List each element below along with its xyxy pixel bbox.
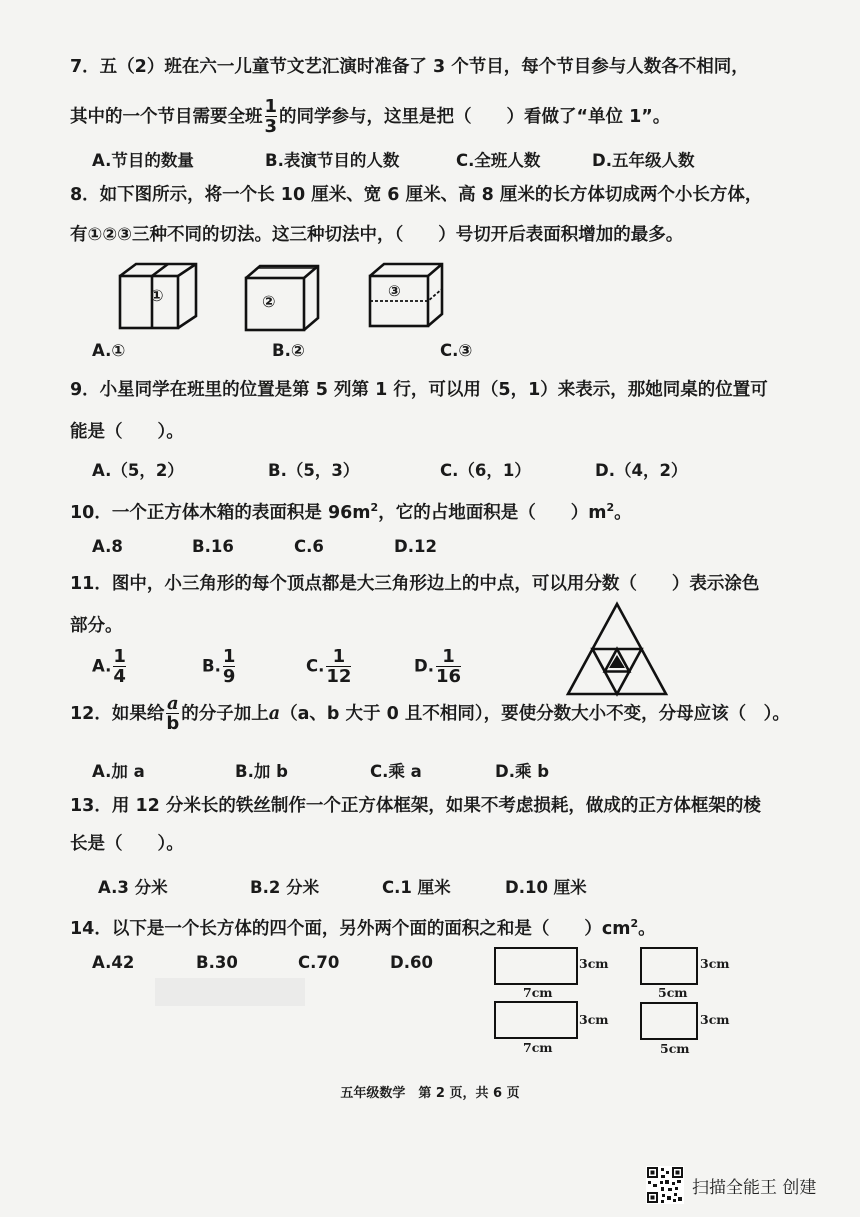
- question-8-line-1: 8．如下图所示，将一个长 10 厘米、宽 6 厘米、高 8 厘米的长方体切成两个小长方体，: [70, 185, 763, 205]
- q13-option-d[interactable]: D.10 厘米: [505, 878, 587, 897]
- face-rect-2-width: 5cm: [658, 985, 688, 1000]
- q13-option-a[interactable]: A.3 分米: [98, 878, 168, 897]
- q13-option-b[interactable]: B.2 分米: [250, 878, 320, 897]
- q12-frac-num: a: [166, 693, 179, 714]
- q10-option-c[interactable]: C.6: [294, 537, 324, 556]
- q10-text-c: 。: [614, 502, 632, 523]
- q11-d-den: 16: [435, 666, 462, 687]
- q12-fraction: [166, 695, 179, 733]
- q10-sup-2: 2: [606, 501, 615, 514]
- question-12: [70, 693, 790, 734]
- q11-option-d[interactable]: [414, 648, 463, 686]
- q12-text-c: （a、b 大于 0 且不相同），要使分数大小不变，分母应该（ ）。: [280, 704, 790, 724]
- q14-option-b[interactable]: B.30: [196, 953, 238, 972]
- q12-option-c[interactable]: C.乘 a: [370, 762, 422, 781]
- face-rect-2: [640, 947, 698, 985]
- question-7-line-1: 7．五（2）班在六一儿童节文艺汇演时准备了 3 个节目，每个节目参与人数各不相同，: [70, 57, 749, 77]
- q7-text-a: 其中的一个节目需要全班: [70, 107, 263, 127]
- box-label-2: ②: [262, 292, 276, 311]
- q10-option-b[interactable]: B.16: [192, 537, 234, 556]
- face-rect-3-height: 3cm: [579, 1012, 609, 1027]
- q11-option-c-letter: C.: [306, 656, 325, 676]
- question-7-line-2: [70, 98, 760, 136]
- face-rect-3: [494, 1001, 578, 1039]
- q10-sup-1: 2: [370, 501, 379, 514]
- question-10: [70, 494, 760, 527]
- q11-option-a-letter: A.: [92, 656, 112, 676]
- q12-option-d[interactable]: D.乘 b: [495, 762, 550, 781]
- q12-var-a: a: [268, 704, 281, 724]
- q11-c-num: 1: [332, 646, 346, 667]
- q9-option-d[interactable]: D.（4，2）: [595, 461, 688, 480]
- q7-fraction: [265, 98, 278, 136]
- triangle-figure: [562, 600, 672, 700]
- q11-option-d-fraction: [436, 648, 461, 686]
- q11-option-b-fraction: [223, 648, 236, 686]
- q7-text-b: 的同学参与，这里是把（ ）看做了“单位 1”。: [279, 107, 671, 127]
- q14-option-a[interactable]: A.42: [92, 953, 135, 972]
- q8-option-c[interactable]: C.③: [440, 341, 473, 360]
- q8-option-a[interactable]: A.①: [92, 341, 126, 360]
- q7-option-b[interactable]: B.表演节目的人数: [265, 151, 400, 170]
- q10-option-a[interactable]: A.8: [92, 537, 123, 556]
- q7-frac-den: 3: [264, 116, 278, 137]
- q11-option-c[interactable]: [306, 648, 353, 686]
- face-rect-1-width: 7cm: [523, 985, 553, 1000]
- face-rect-1-height: 3cm: [579, 956, 609, 971]
- question-13-line-1: 13．用 12 分米长的铁丝制作一个正方体框架，如果不考虑损耗，做成的正方体框架的棱: [70, 796, 761, 816]
- box-label-3: ③: [388, 282, 401, 300]
- q14-option-c[interactable]: C.70: [298, 953, 340, 972]
- q10-text-b: ，它的占地面积是（ ）m: [378, 502, 607, 523]
- q11-b-num: 1: [222, 646, 236, 667]
- cuboid-3-figure: [370, 264, 442, 326]
- cuboid-figures: [112, 258, 472, 338]
- face-rect-4: [640, 1002, 698, 1040]
- question-8-line-2: 有①②③三种不同的切法。这三种切法中，（ ）号切开后表面积增加的最多。: [70, 225, 684, 245]
- q7-frac-num: 1: [264, 96, 278, 117]
- cuboid-2-figure: [246, 266, 318, 330]
- question-11-line-1: 11．图中，小三角形的每个顶点都是大三角形边上的中点，可以用分数（ ）表示涂色: [70, 574, 760, 594]
- face-rect-3-width: 7cm: [523, 1040, 553, 1055]
- qr-code-icon: [646, 1166, 684, 1204]
- q11-a-num: 1: [113, 646, 126, 667]
- bleed-through-smudge: [155, 978, 305, 1006]
- q12-option-a[interactable]: A.加 a: [92, 762, 145, 781]
- q8-option-b[interactable]: B.②: [272, 341, 305, 360]
- face-rect-4-height: 3cm: [700, 1012, 730, 1027]
- q11-d-num: 1: [442, 646, 455, 667]
- q10-text-a: 10．一个正方体木箱的表面积是 96m: [70, 502, 371, 523]
- question-13-line-2: 长是（ ）。: [70, 834, 184, 854]
- page-footer: 五年级数学 第 2 页，共 6 页: [340, 1086, 520, 1101]
- face-rect-4-width: 5cm: [660, 1041, 690, 1056]
- q11-option-b-letter: B.: [202, 656, 221, 676]
- q14-text-b: 。: [638, 918, 656, 939]
- q11-option-b[interactable]: [202, 648, 237, 686]
- q11-b-den: 9: [222, 666, 236, 687]
- q11-option-d-letter: D.: [414, 656, 434, 676]
- q9-option-a[interactable]: A.（5，2）: [92, 461, 184, 480]
- q11-option-a[interactable]: [92, 648, 128, 686]
- q7-option-c[interactable]: C.全班人数: [456, 151, 541, 170]
- q12-option-b[interactable]: B.加 b: [235, 762, 288, 781]
- q14-option-d[interactable]: D.60: [390, 953, 433, 972]
- q9-option-b[interactable]: B.（5，3）: [268, 461, 360, 480]
- q14-sup: 2: [630, 917, 639, 930]
- q12-frac-den: b: [166, 713, 180, 734]
- question-9-line-2: 能是（ ）。: [70, 422, 184, 442]
- question-11-line-2: 部分。: [70, 616, 123, 636]
- q10-option-d[interactable]: D.12: [394, 537, 437, 556]
- q11-a-den: 4: [113, 666, 126, 687]
- question-14: [70, 910, 760, 943]
- scanner-brand-text: 扫描全能王 创建: [692, 1178, 817, 1198]
- box-label-1: ①: [150, 286, 164, 305]
- q12-text-a: 12．如果给: [70, 704, 165, 724]
- q11-c-den: 12: [326, 666, 352, 687]
- q13-option-c[interactable]: C.1 厘米: [382, 878, 451, 897]
- q7-option-a[interactable]: A.节目的数量: [92, 151, 194, 170]
- face-rect-2-height: 3cm: [700, 956, 730, 971]
- q7-option-d[interactable]: D.五年级人数: [592, 151, 695, 170]
- question-9-line-1: 9．小星同学在班里的位置是第 5 列第 1 行，可以用（5，1）来表示，那她同桌的位置可: [70, 380, 768, 400]
- q11-option-a-fraction: [113, 648, 126, 686]
- q11-option-c-fraction: [326, 648, 351, 686]
- q12-text-b: 的分子加上: [181, 704, 269, 724]
- q14-text-a: 14．以下是一个长方体的四个面，另外两个面的面积之和是（ ）cm: [70, 918, 631, 939]
- q9-option-c[interactable]: C.（6，1）: [440, 461, 531, 480]
- face-rect-1: [494, 947, 578, 985]
